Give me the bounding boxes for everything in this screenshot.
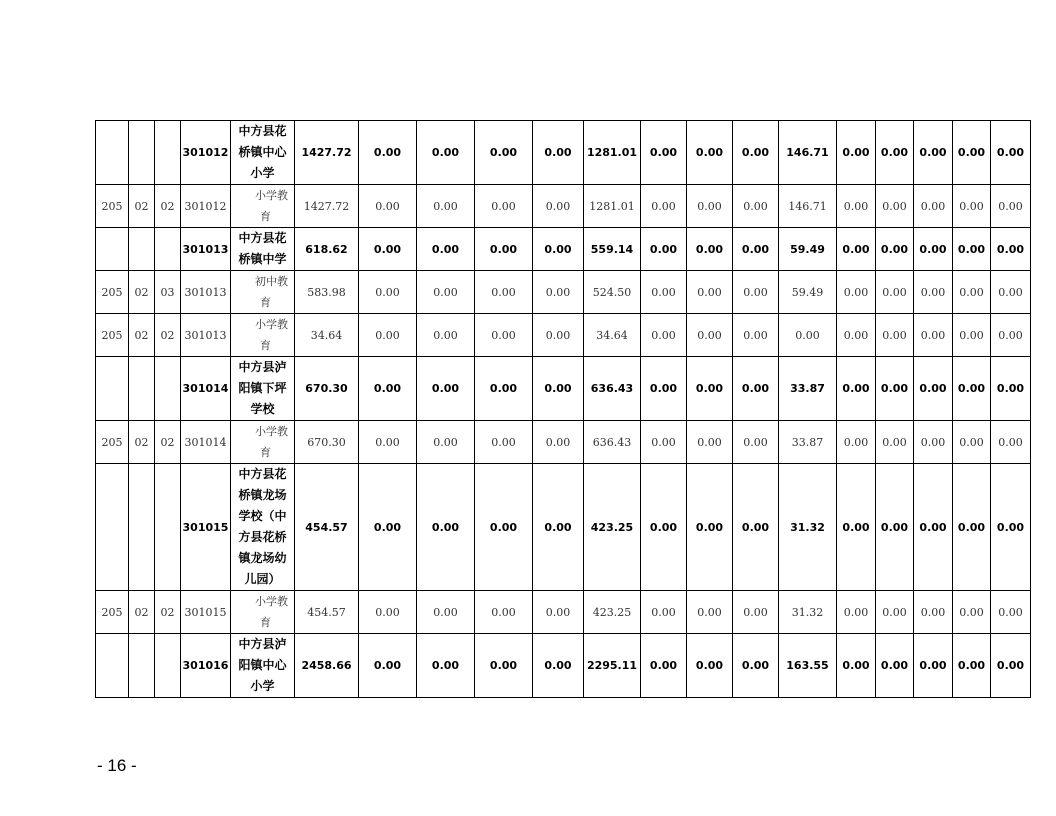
amount-cell: 0.00 — [687, 421, 733, 464]
item-name-line: 小学教 — [255, 425, 288, 438]
section-code-cell: 02 — [129, 591, 155, 634]
amount-cell: 0.00 — [914, 121, 953, 185]
amount-cell: 0.00 — [359, 185, 417, 228]
amount-cell: 33.87 — [779, 357, 837, 421]
amount-cell: 636.43 — [584, 357, 641, 421]
amount-cell: 0.00 — [837, 121, 876, 185]
item-code-cell — [155, 121, 181, 185]
amount-cell: 0.00 — [687, 271, 733, 314]
amount-cell: 670.30 — [295, 357, 359, 421]
amount-cell: 0.00 — [733, 314, 779, 357]
unit-name-cell — [231, 634, 295, 698]
amount-cell: 423.25 — [584, 591, 641, 634]
unit-name-line: 桥镇中学 — [238, 252, 287, 266]
item-name-cell — [231, 185, 295, 228]
amount-cell: 0.00 — [687, 357, 733, 421]
amount-cell: 0.00 — [533, 464, 584, 591]
amount-cell: 146.71 — [779, 121, 837, 185]
amount-cell: 2295.11 — [584, 634, 641, 698]
unit-name-line: 桥镇中心 — [238, 145, 287, 159]
amount-cell: 559.14 — [584, 228, 641, 271]
amount-cell: 0.00 — [687, 314, 733, 357]
amount-cell: 34.64 — [295, 314, 359, 357]
amount-cell: 0.00 — [359, 421, 417, 464]
amount-cell: 0.00 — [733, 421, 779, 464]
section-code-cell: 02 — [129, 314, 155, 357]
amount-cell: 0.00 — [641, 464, 687, 591]
amount-cell: 1427.72 — [295, 121, 359, 185]
amount-cell: 0.00 — [533, 421, 584, 464]
amount-cell: 0.00 — [533, 591, 584, 634]
unit-name-cell — [231, 228, 295, 271]
item-name-line: 育 — [260, 616, 271, 629]
amount-cell: 0.00 — [914, 464, 953, 591]
amount-cell: 0.00 — [417, 228, 475, 271]
amount-cell: 0.00 — [991, 357, 1031, 421]
amount-cell: 0.00 — [641, 634, 687, 698]
amount-cell: 0.00 — [641, 271, 687, 314]
amount-cell: 0.00 — [475, 314, 533, 357]
amount-cell: 0.00 — [475, 185, 533, 228]
amount-cell: 0.00 — [991, 634, 1031, 698]
class-code-cell — [96, 121, 129, 185]
amount-cell: 0.00 — [991, 121, 1031, 185]
amount-cell: 0.00 — [914, 357, 953, 421]
unit-row — [96, 464, 1031, 591]
amount-cell: 0.00 — [359, 634, 417, 698]
section-code-cell — [129, 357, 155, 421]
amount-cell: 0.00 — [991, 591, 1031, 634]
amount-cell: 0.00 — [687, 464, 733, 591]
amount-cell: 0.00 — [641, 121, 687, 185]
amount-cell: 34.64 — [584, 314, 641, 357]
amount-cell: 583.98 — [295, 271, 359, 314]
amount-cell: 0.00 — [953, 634, 991, 698]
section-code-cell: 02 — [129, 421, 155, 464]
amount-cell: 0.00 — [733, 591, 779, 634]
amount-cell: 0.00 — [733, 357, 779, 421]
amount-cell: 0.00 — [914, 421, 953, 464]
amount-cell: 0.00 — [876, 464, 914, 591]
amount-cell: 0.00 — [733, 185, 779, 228]
amount-cell: 0.00 — [533, 357, 584, 421]
amount-cell: 0.00 — [837, 271, 876, 314]
amount-cell: 0.00 — [837, 314, 876, 357]
amount-cell: 0.00 — [417, 591, 475, 634]
amount-cell: 0.00 — [359, 464, 417, 591]
amount-cell: 0.00 — [475, 357, 533, 421]
item-code-cell: 03 — [155, 271, 181, 314]
item-name-cell — [231, 314, 295, 357]
amount-cell: 0.00 — [837, 464, 876, 591]
amount-cell: 0.00 — [641, 185, 687, 228]
amount-cell: 0.00 — [475, 228, 533, 271]
unit-code-cell: 301014 — [181, 421, 231, 464]
amount-cell: 1281.01 — [584, 185, 641, 228]
unit-name-line: 中方县泸 — [238, 360, 287, 374]
amount-cell: 1281.01 — [584, 121, 641, 185]
amount-cell: 0.00 — [533, 634, 584, 698]
amount-cell: 0.00 — [733, 121, 779, 185]
amount-cell: 0.00 — [953, 185, 991, 228]
amount-cell: 0.00 — [475, 421, 533, 464]
amount-cell: 33.87 — [779, 421, 837, 464]
amount-cell: 0.00 — [359, 591, 417, 634]
unit-name-line: 小学 — [250, 679, 275, 693]
amount-cell: 0.00 — [641, 314, 687, 357]
unit-name-line: 学校 — [250, 402, 275, 416]
amount-cell: 0.00 — [687, 228, 733, 271]
amount-cell: 0.00 — [417, 357, 475, 421]
amount-cell: 0.00 — [953, 121, 991, 185]
unit-row — [96, 121, 1031, 185]
item-name-line: 小学教 — [255, 318, 288, 331]
item-row — [96, 421, 1031, 464]
amount-cell: 0.00 — [687, 185, 733, 228]
unit-name-line: 镇龙场幼 — [238, 551, 287, 565]
amount-cell: 0.00 — [687, 634, 733, 698]
item-name-cell — [231, 421, 295, 464]
amount-cell: 2458.66 — [295, 634, 359, 698]
amount-cell: 0.00 — [876, 228, 914, 271]
unit-code-cell: 301014 — [181, 357, 231, 421]
amount-cell: 423.25 — [584, 464, 641, 591]
amount-cell: 31.32 — [779, 464, 837, 591]
amount-cell: 454.57 — [295, 464, 359, 591]
amount-cell: 0.00 — [733, 464, 779, 591]
unit-name-line: 中方县花 — [238, 231, 287, 245]
amount-cell: 0.00 — [359, 357, 417, 421]
amount-cell: 0.00 — [687, 591, 733, 634]
amount-cell: 0.00 — [837, 228, 876, 271]
item-name-cell — [231, 271, 295, 314]
class-code-cell: 205 — [96, 314, 129, 357]
item-code-cell: 02 — [155, 421, 181, 464]
unit-code-cell: 301015 — [181, 591, 231, 634]
section-code-cell — [129, 228, 155, 271]
class-code-cell: 205 — [96, 421, 129, 464]
item-code-cell — [155, 228, 181, 271]
item-name-line: 育 — [260, 210, 271, 223]
amount-cell: 0.00 — [876, 271, 914, 314]
unit-name-line: 中方县花 — [238, 124, 287, 138]
amount-cell: 0.00 — [533, 121, 584, 185]
amount-cell: 0.00 — [991, 228, 1031, 271]
class-code-cell — [96, 634, 129, 698]
amount-cell: 0.00 — [876, 185, 914, 228]
unit-name-cell — [231, 357, 295, 421]
amount-cell: 618.62 — [295, 228, 359, 271]
page-number: - 16 - — [97, 756, 137, 775]
amount-cell: 0.00 — [953, 421, 991, 464]
amount-cell: 0.00 — [991, 271, 1031, 314]
amount-cell: 146.71 — [779, 185, 837, 228]
amount-cell: 31.32 — [779, 591, 837, 634]
section-code-cell: 02 — [129, 271, 155, 314]
unit-name-line: 阳镇中心 — [238, 658, 287, 672]
amount-cell: 454.57 — [295, 591, 359, 634]
amount-cell: 0.00 — [837, 421, 876, 464]
item-code-cell: 02 — [155, 314, 181, 357]
unit-name-cell — [231, 464, 295, 591]
amount-cell: 0.00 — [876, 357, 914, 421]
amount-cell: 0.00 — [641, 357, 687, 421]
class-code-cell: 205 — [96, 185, 129, 228]
amount-cell: 0.00 — [417, 464, 475, 591]
amount-cell: 0.00 — [417, 634, 475, 698]
unit-code-cell: 301012 — [181, 185, 231, 228]
amount-cell: 0.00 — [475, 591, 533, 634]
amount-cell: 0.00 — [417, 185, 475, 228]
amount-cell: 0.00 — [533, 185, 584, 228]
amount-cell: 0.00 — [914, 591, 953, 634]
amount-cell: 0.00 — [475, 271, 533, 314]
amount-cell: 0.00 — [876, 634, 914, 698]
unit-name-line: 中方县花 — [238, 467, 287, 481]
amount-cell: 0.00 — [733, 271, 779, 314]
item-name-line: 小学教 — [255, 595, 288, 608]
amount-cell: 0.00 — [641, 591, 687, 634]
item-code-cell — [155, 464, 181, 591]
amount-cell: 0.00 — [417, 271, 475, 314]
unit-code-cell: 301015 — [181, 464, 231, 591]
amount-cell: 0.00 — [533, 228, 584, 271]
amount-cell: 0.00 — [991, 421, 1031, 464]
class-code-cell — [96, 464, 129, 591]
unit-name-line: 桥镇龙场 — [238, 488, 287, 502]
unit-code-cell: 301013 — [181, 314, 231, 357]
amount-cell: 59.49 — [779, 271, 837, 314]
item-code-cell — [155, 357, 181, 421]
unit-row — [96, 634, 1031, 698]
amount-cell: 0.00 — [641, 228, 687, 271]
unit-code-cell: 301016 — [181, 634, 231, 698]
amount-cell: 0.00 — [359, 228, 417, 271]
amount-cell: 0.00 — [953, 591, 991, 634]
item-name-cell — [231, 591, 295, 634]
amount-cell: 0.00 — [991, 314, 1031, 357]
amount-cell: 670.30 — [295, 421, 359, 464]
amount-cell: 0.00 — [733, 634, 779, 698]
amount-cell: 0.00 — [417, 314, 475, 357]
amount-cell: 0.00 — [533, 271, 584, 314]
unit-name-line: 中方县泸 — [238, 637, 287, 651]
amount-cell: 0.00 — [475, 464, 533, 591]
amount-cell: 59.49 — [779, 228, 837, 271]
amount-cell: 0.00 — [953, 314, 991, 357]
amount-cell: 0.00 — [953, 271, 991, 314]
amount-cell: 0.00 — [641, 421, 687, 464]
amount-cell: 0.00 — [837, 185, 876, 228]
item-name-line: 育 — [260, 296, 271, 309]
amount-cell: 0.00 — [953, 357, 991, 421]
unit-name-line: 学校（中 — [238, 509, 287, 523]
amount-cell: 0.00 — [876, 421, 914, 464]
section-code-cell — [129, 121, 155, 185]
amount-cell: 0.00 — [914, 271, 953, 314]
budget-table — [95, 120, 1031, 698]
class-code-cell — [96, 228, 129, 271]
amount-cell: 524.50 — [584, 271, 641, 314]
item-code-cell: 02 — [155, 185, 181, 228]
unit-code-cell: 301013 — [181, 271, 231, 314]
amount-cell: 0.00 — [991, 464, 1031, 591]
unit-name-line: 儿园） — [244, 572, 281, 586]
item-row — [96, 185, 1031, 228]
amount-cell: 0.00 — [417, 121, 475, 185]
amount-cell: 0.00 — [876, 591, 914, 634]
item-name-line: 育 — [260, 446, 271, 459]
amount-cell: 0.00 — [687, 121, 733, 185]
item-code-cell: 02 — [155, 591, 181, 634]
section-code-cell — [129, 634, 155, 698]
item-name-line: 育 — [260, 339, 271, 352]
amount-cell: 0.00 — [779, 314, 837, 357]
amount-cell: 636.43 — [584, 421, 641, 464]
amount-cell: 163.55 — [779, 634, 837, 698]
unit-code-cell: 301012 — [181, 121, 231, 185]
item-name-line: 小学教 — [255, 189, 288, 202]
item-row — [96, 271, 1031, 314]
unit-row — [96, 228, 1031, 271]
item-row — [96, 314, 1031, 357]
unit-name-line: 方县花桥 — [238, 530, 287, 544]
amount-cell: 0.00 — [733, 228, 779, 271]
amount-cell: 0.00 — [914, 634, 953, 698]
amount-cell: 0.00 — [876, 121, 914, 185]
amount-cell: 0.00 — [914, 185, 953, 228]
amount-cell: 0.00 — [475, 121, 533, 185]
amount-cell: 0.00 — [953, 228, 991, 271]
amount-cell: 0.00 — [914, 314, 953, 357]
amount-cell: 0.00 — [475, 634, 533, 698]
amount-cell: 0.00 — [953, 464, 991, 591]
class-code-cell — [96, 357, 129, 421]
item-row — [96, 591, 1031, 634]
amount-cell: 0.00 — [837, 634, 876, 698]
section-code-cell: 02 — [129, 185, 155, 228]
unit-name-line: 阳镇下坪 — [238, 381, 287, 395]
section-code-cell — [129, 464, 155, 591]
amount-cell: 1427.72 — [295, 185, 359, 228]
class-code-cell: 205 — [96, 591, 129, 634]
amount-cell: 0.00 — [876, 314, 914, 357]
amount-cell: 0.00 — [837, 357, 876, 421]
class-code-cell: 205 — [96, 271, 129, 314]
unit-code-cell: 301013 — [181, 228, 231, 271]
amount-cell: 0.00 — [991, 185, 1031, 228]
unit-row — [96, 357, 1031, 421]
unit-name-cell — [231, 121, 295, 185]
amount-cell: 0.00 — [359, 314, 417, 357]
item-name-line: 初中教 — [255, 275, 288, 288]
amount-cell: 0.00 — [533, 314, 584, 357]
item-code-cell — [155, 634, 181, 698]
amount-cell: 0.00 — [359, 271, 417, 314]
amount-cell: 0.00 — [359, 121, 417, 185]
amount-cell: 0.00 — [914, 228, 953, 271]
amount-cell: 0.00 — [417, 421, 475, 464]
unit-name-line: 小学 — [250, 166, 275, 180]
amount-cell: 0.00 — [837, 591, 876, 634]
